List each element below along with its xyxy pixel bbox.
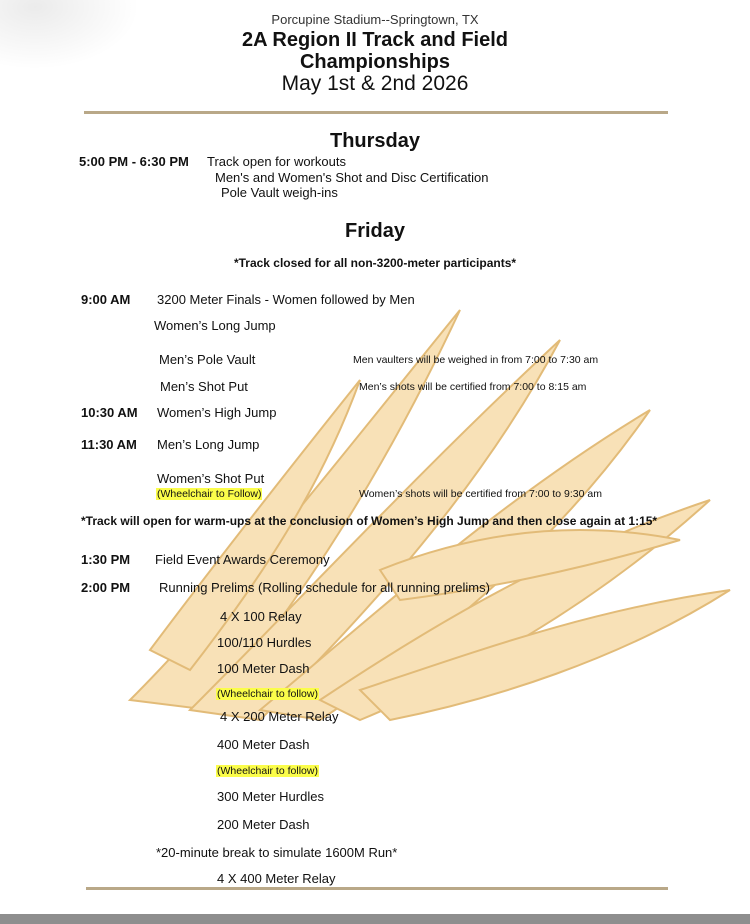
warmup-note: *Track will open for warm-ups at the conclusion of Women’s High Jump and then close again at 1:15* xyxy=(81,514,658,528)
event-mens-pole-vault: Men’s Pole Vault xyxy=(159,352,256,367)
event-awards-ceremony: Field Event Awards Ceremony xyxy=(155,552,330,567)
time-9am: 9:00 AM xyxy=(81,292,131,307)
thursday-heading: Thursday xyxy=(329,130,421,152)
event-400m-dash: 400 Meter Dash xyxy=(217,737,310,752)
track-closed-note: *Track closed for all non-3200-meter participants* xyxy=(233,256,517,270)
bottom-bar xyxy=(0,914,750,924)
event-hurdles-100-110: 100/110 Hurdles xyxy=(217,635,312,650)
friday-heading: Friday xyxy=(344,220,406,242)
event-mens-shot-put: Men’s Shot Put xyxy=(160,379,248,394)
wheelchair-note: (Wheelchair to follow) xyxy=(217,688,318,700)
wing-watermark-icon xyxy=(60,270,750,740)
venue-text: Porcupine Stadium--Springtown, TX xyxy=(271,12,479,27)
time-2pm: 2:00 PM xyxy=(81,580,131,595)
event-mens-long-jump: Men’s Long Jump xyxy=(157,437,260,452)
wheelchair-note: (Wheelchair to Follow) xyxy=(157,488,262,500)
note-mens-shot-cert: Men’s shots will be certified from 7:00 to 8:15 am xyxy=(359,381,587,393)
wheelchair-note: (Wheelchair to follow) xyxy=(217,765,318,777)
time-1030am: 10:30 AM xyxy=(81,405,138,420)
event-running-prelims: Running Prelims (Rolling schedule for all running prelims) xyxy=(159,580,490,595)
note-womens-shot-cert: Women’s shots will be certified from 7:00 to 9:30 am xyxy=(359,488,602,500)
note-pole-vault-weighin: Men vaulters will be weighed in from 7:00 to 7:30 am xyxy=(353,354,599,366)
time-1130am: 11:30 AM xyxy=(81,437,137,452)
top-divider xyxy=(84,111,668,114)
event-300m-hurdles: 300 Meter Hurdles xyxy=(217,789,324,804)
break-note: *20-minute break to simulate 1600M Run* xyxy=(156,845,398,860)
title-line-1: 2A Region II Track and Field xyxy=(242,29,508,51)
bottom-divider xyxy=(86,887,668,890)
event-3200-finals: 3200 Meter Finals - Women followed by Men xyxy=(157,292,415,307)
event-4x200-relay: 4 X 200 Meter Relay xyxy=(220,709,339,724)
thursday-item: Men's and Women's Shot and Disc Certification xyxy=(215,170,489,185)
event-200m-dash: 200 Meter Dash xyxy=(217,817,310,832)
title-line-2: Championships xyxy=(299,51,450,73)
event-100m-dash: 100 Meter Dash xyxy=(217,661,310,676)
event-womens-high-jump: Women’s High Jump xyxy=(157,405,277,420)
thursday-time: 5:00 PM - 6:30 PM xyxy=(79,154,189,169)
event-date: May 1st & 2nd 2026 xyxy=(281,72,469,95)
thursday-item: Track open for workouts xyxy=(207,154,346,169)
event-4x400-relay: 4 X 400 Meter Relay xyxy=(217,871,336,886)
event-womens-shot-put: Women’s Shot Put xyxy=(157,471,265,486)
event-4x100-relay: 4 X 100 Relay xyxy=(220,609,302,624)
thursday-item: Pole Vault weigh-ins xyxy=(221,185,338,200)
event-womens-long-jump: Women’s Long Jump xyxy=(154,318,276,333)
time-130pm: 1:30 PM xyxy=(81,552,131,567)
